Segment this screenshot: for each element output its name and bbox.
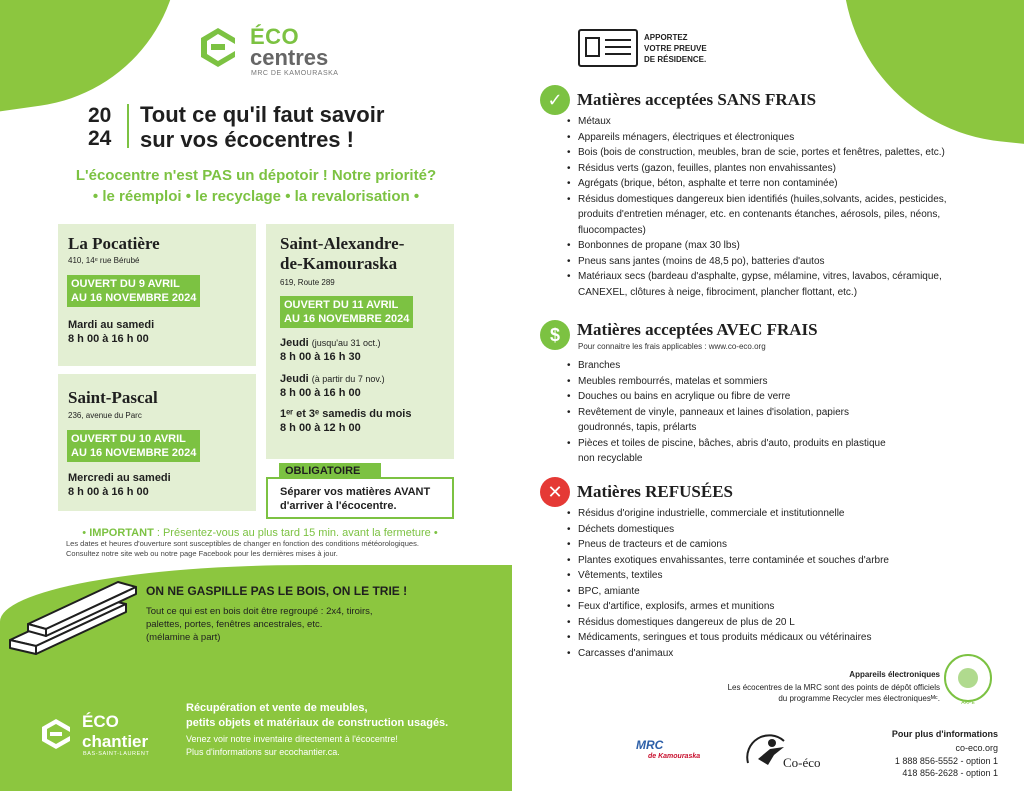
list-item: • Meubles rembourrés, matelas et sommiers	[567, 374, 886, 390]
list-item: • Plantes exotiques envahissantes, terre contaminée et souches d'arbre	[567, 553, 889, 569]
recycle-logo-icon	[195, 24, 241, 70]
list-item: non recyclable	[578, 453, 643, 464]
divider	[127, 104, 129, 148]
phone-2: 418 856-2628 - option 1	[902, 768, 998, 778]
list-item: • Résidus verts (gazon, feuilles, plantes non envahissantes)	[567, 161, 947, 177]
tagline-values: • le réemploi • le recyclage • la revalorisation •	[92, 188, 420, 205]
list-item: • Carcasses d'animaux	[567, 646, 889, 662]
obligatoire-text: Séparer vos matières AVANT d'arriver à l'écocentre.	[280, 486, 431, 512]
website-link[interactable]: co-eco.org	[955, 743, 998, 753]
year: 20 24	[88, 104, 112, 150]
eco-chantier-title: Récupération et vente de meubles, petits objets et matériaux de construction usagés.	[186, 702, 449, 729]
location-name: Saint-Pascal	[68, 388, 158, 407]
list-item: • Branches	[567, 358, 886, 374]
wood-section-title: ON NE GASPILLE PAS LE BOIS, ON LE TRIE !	[146, 584, 408, 598]
opening-hours-slot-2: Jeudi (à partir du 7 nov.) 8 h 00 à 16 h 00	[280, 373, 385, 399]
list-item: • BPC, amiante	[567, 584, 889, 600]
fee-info-text: Pour connaitre les frais applicables : www.co-eco.org	[578, 342, 766, 351]
important-notice: • IMPORTANT : Présentez-vous au plus tard 15 min. avant la fermeture •	[82, 527, 438, 539]
electronics-text: Les écocentres de la MRC sont des points de dépôt officiels du programme Recycler mes électroniquesᴹᶜ.	[727, 683, 940, 703]
list-item: • Pneus sans jantes (moins de 48,5 po), batteries d'autos	[567, 254, 947, 270]
location-address: 410, 14ᵉ rue Bérubé	[68, 256, 140, 265]
logo-mrc-text: MRC DE KAMOURASKA	[251, 70, 339, 77]
logo-eco-text: ÉCO	[250, 24, 300, 49]
open-dates-badge: OUVERT DU 10 AVRIL AU 16 NOVEMBRE 2024	[67, 430, 200, 462]
mrc-kamouraska-subtitle: de Kamouraska	[648, 753, 701, 760]
logo-centres-text: centres	[250, 45, 329, 70]
proof-of-residence-text: APPORTEZ VOTRE PREUVE DE RÉSIDENCE.	[644, 33, 707, 64]
id-card-icon	[578, 29, 638, 67]
list-item: • Résidus d'origine industrielle, commerciale et institutionnelle	[567, 506, 889, 522]
list-item: • Matériaux secs (bardeau d'asphalte, gypse, mélamine, vitres, lavabos, céramique,	[567, 269, 947, 285]
check-icon: ✓	[540, 85, 570, 115]
schedule-notes: Les dates et heures d'ouverture sont susceptibles de changer en fonction des conditions météorologiques. Consultez notre site web ou notre page Facebook pour les dernières mises à jour.	[66, 539, 419, 558]
wood-planks-icon	[8, 578, 138, 656]
list-item: • Agrégats (brique, béton, asphalte et terre non contaminée)	[567, 176, 947, 192]
list-item: • Résidus domestiques dangereux de plus de 20 L	[567, 615, 889, 631]
tagline-priority: L'écocentre n'est PAS un dépotoir ! Notre priorité?	[75, 167, 437, 184]
co-eco-logo-text: Co-éco	[783, 755, 821, 770]
accepted-free-list	[567, 114, 947, 300]
opening-hours-slot-3: 1ᵉʳ et 3ᵉ samedis du mois 8 h 00 à 12 h 00	[280, 408, 412, 434]
refused-list	[567, 506, 889, 661]
eco-chantier-logo-icon	[38, 716, 74, 752]
opening-hours: Mercredi au samedi 8 h 00 à 16 h 00	[68, 472, 171, 498]
opening-hours-slot-1: Jeudi (jusqu'au 31 oct.) 8 h 00 à 16 h 30	[280, 337, 381, 363]
mrc-kamouraska-logo: MRC	[636, 738, 664, 752]
list-item: • Revêtement de vinyle, panneaux et laines d'isolation, papiers	[567, 405, 886, 421]
location-name: La Pocatière	[68, 234, 160, 253]
list-item: • Résidus domestiques dangereux bien identifiés (huiles,solvants, acides, pesticides,	[567, 192, 947, 208]
contact-info	[840, 742, 998, 780]
wood-section-text: Tout ce qui est en bois doit être regroupé : 2x4, tiroirs, palettes, portes, fenêtres ancestrales, etc. (mélamine à part)	[146, 606, 373, 643]
list-item: • Médicaments, seringues et tous produits médicaux ou vétérinaires	[567, 630, 889, 646]
list-item: CANEXEL, clôtures à neige, fibrociment, plancher flottant, etc.)	[578, 286, 858, 298]
section-title-accepted-fee: Matières acceptées AVEC FRAIS	[577, 320, 818, 339]
list-item: fluocompactes)	[578, 224, 646, 236]
eco-chantier-text: Venez voir notre inventaire directement à l'écocentre! Plus d'informations sur ecochantier.ca.	[186, 734, 398, 757]
section-title-refused: Matières REFUSÉES	[577, 482, 733, 501]
obligatoire-label: OBLIGATOIRE	[279, 463, 381, 479]
phone-1: 1 888 856-5552 - option 1	[894, 755, 998, 766]
section-title-accepted-free: Matières acceptées SANS FRAIS	[577, 90, 817, 109]
location-card-saint-alexandre	[266, 224, 454, 459]
list-item: • Appareils ménagers, électriques et électroniques	[567, 130, 947, 146]
list-item: goudronnés, tapis, prélarts	[578, 422, 697, 433]
open-dates-badge: OUVERT DU 9 AVRIL AU 16 NOVEMBRE 2024	[67, 275, 200, 307]
list-item: • Vêtements, textiles	[567, 568, 889, 584]
list-item: produits d'entretien ménager, etc. en contenants étanches, aérosols, piles, néons,	[578, 209, 941, 220]
eco-chantier-eco-text: ÉCO	[82, 712, 119, 731]
official-drop-point-seal-icon	[944, 654, 992, 702]
list-item: • Pneus de tracteurs et de camions	[567, 537, 889, 553]
contact-title: Pour plus d'informations	[891, 729, 998, 739]
accepted-fee-list	[567, 358, 886, 467]
decorative-blob-top-left	[0, 0, 200, 115]
seal-label: ARPE	[961, 700, 975, 706]
list-item: • Bonbonnes de propane (max 30 lbs)	[567, 238, 947, 254]
location-card-la-pocatiere	[58, 224, 256, 366]
eco-chantier-name: chantier	[82, 732, 149, 751]
location-address: 619, Route 289	[280, 278, 335, 287]
list-item: • Douches ou bains en acrylique ou fibre de verre	[567, 389, 886, 405]
opening-hours: Mardi au samedi 8 h 00 à 16 h 00	[68, 319, 155, 345]
location-card-saint-pascal	[58, 374, 256, 511]
list-item: • Feux d'artifice, explosifs, armes et munitions	[567, 599, 889, 615]
location-name: Saint-Alexandre- de-Kamouraska	[280, 234, 405, 273]
open-dates-badge: OUVERT DU 11 AVRIL AU 16 NOVEMBRE 2024	[280, 296, 413, 328]
list-item: • Déchets domestiques	[567, 522, 889, 538]
list-item: • Bois (bois de construction, meubles, bran de scie, portes et fenêtres, palettes, etc.)	[567, 145, 947, 161]
page-title: Tout ce qu'il faut savoir sur vos écocentres !	[140, 102, 385, 152]
dollar-icon: $	[540, 320, 570, 350]
list-item: • Métaux	[567, 114, 947, 130]
list-item: • Pièces et toiles de piscine, bâches, abris d'auto, produits en plastique	[567, 436, 886, 452]
eco-chantier-region: BAS-SAINT-LAURENT	[83, 751, 150, 757]
location-address: 236, avenue du Parc	[68, 411, 142, 420]
electronics-title: Appareils électroniques	[849, 670, 940, 679]
cross-icon: ✕	[540, 477, 570, 507]
